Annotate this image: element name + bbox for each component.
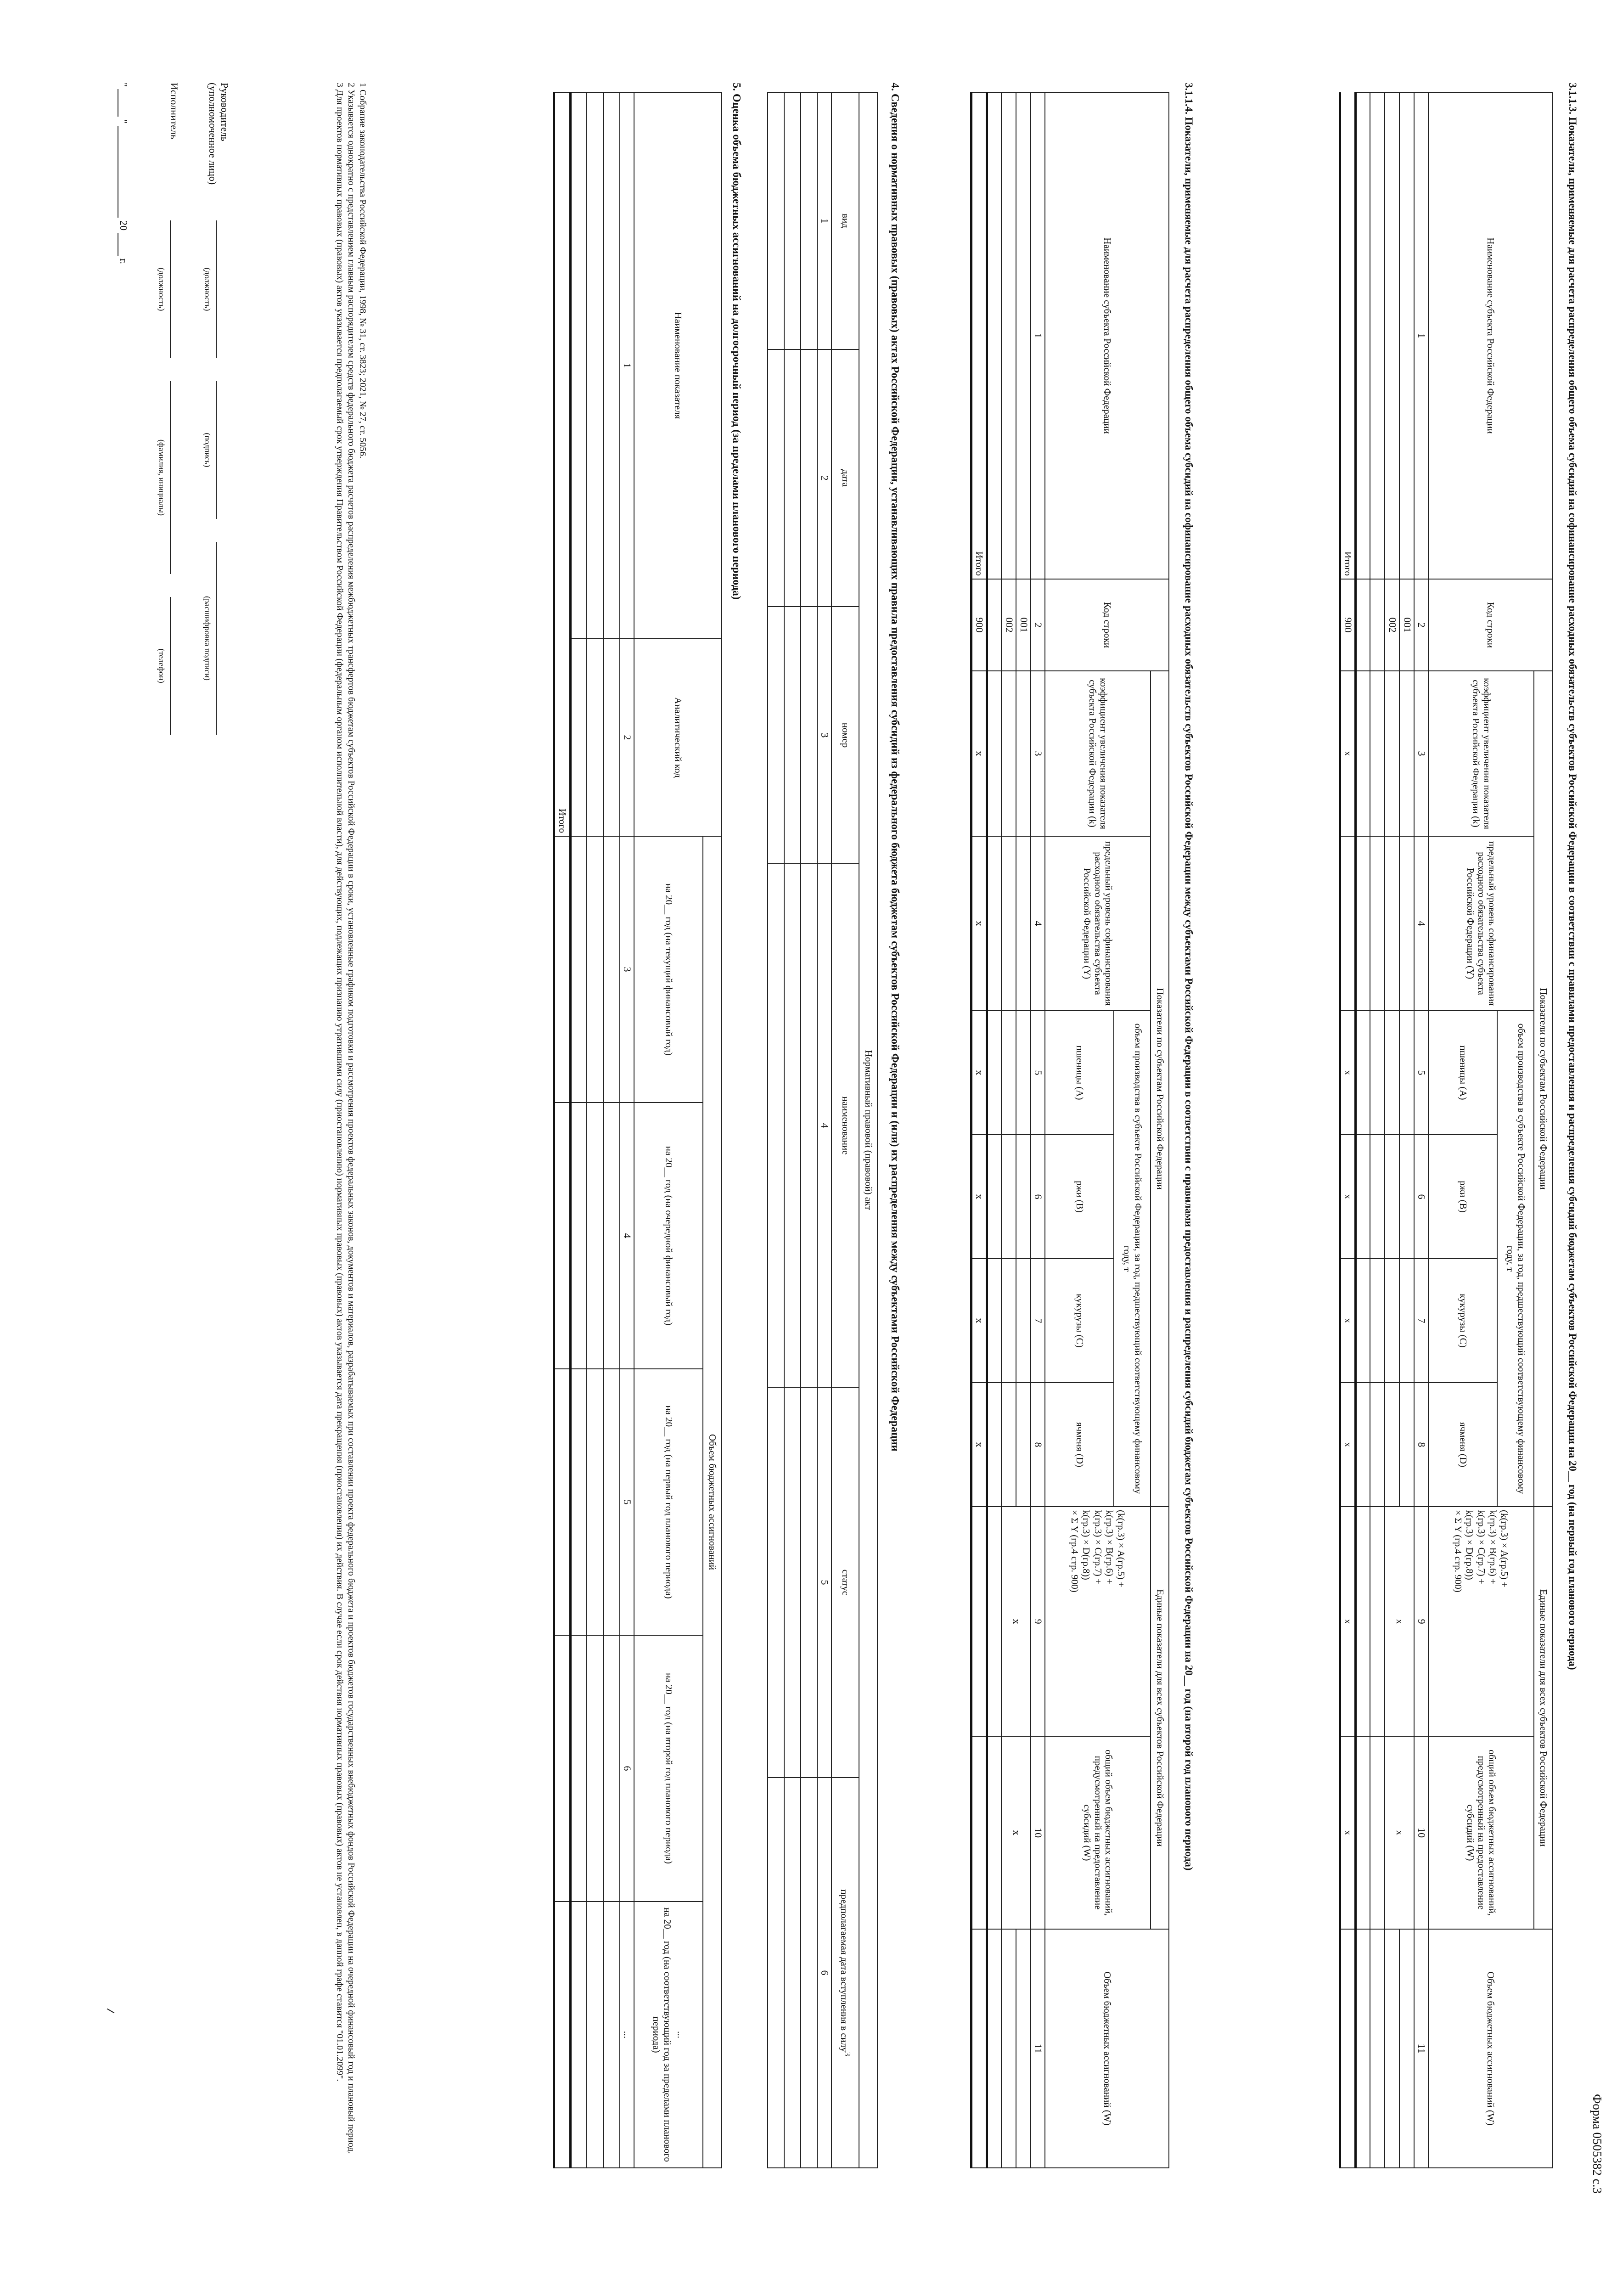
col-number: 2 <box>817 349 831 607</box>
caption-decoding: (расшифровка подписи) <box>203 596 212 681</box>
section-3-1-1-3-title: 3.1.1.3. Показатели, применяемые для расчета распределения общего объема субсидий на софинансирование расходных обязательств субъектов Российской Федерации в соответствии с правилами предоставления и распределения субсидий бюджетам субъектов Российской Федерации на 20__ год (на первый год планового периода) <box>1567 83 1578 1670</box>
table-row <box>1370 92 1385 2168</box>
x-mark: x <box>1340 1259 1355 1383</box>
col-number: 9 <box>1414 1507 1428 1736</box>
total-code: 900 <box>971 579 987 671</box>
col-number: 4 <box>1031 836 1045 1011</box>
x-mark: x <box>971 1135 987 1259</box>
signature-exec-label: Исполнитель <box>168 83 180 140</box>
x-mark: x <box>971 1259 987 1383</box>
x-mark: x <box>1385 1507 1414 1736</box>
caption-position: (должность) <box>157 267 166 311</box>
head-sub-label: (уполномоченное лицо) <box>207 83 219 185</box>
column-numbers-row <box>817 92 831 2168</box>
x-mark: x <box>1340 1736 1355 1929</box>
head-position-line[interactable] <box>216 220 217 358</box>
header-year-beyond-label: на 20__ год (на соответствующий год за пределами планового периода) <box>651 1907 673 2162</box>
table-row <box>784 92 801 2168</box>
x-mark: x <box>1340 1011 1355 1135</box>
signature-date <box>118 83 129 264</box>
col-number: 5 <box>1031 1011 1045 1135</box>
col-number: 9 <box>1031 1507 1045 1736</box>
header-name: наименование <box>831 864 859 1387</box>
row-code: 002 <box>1385 579 1399 671</box>
header-w: общий объем бюджетных ассигнований, предусмотренный на предоставление субсидий (W) <box>1428 1736 1534 1929</box>
row-code: 002 <box>1001 579 1016 671</box>
table-3-1-1-3 <box>1339 92 1553 2168</box>
exec-phone-line[interactable] <box>170 597 171 735</box>
date-month-line[interactable] <box>118 126 128 218</box>
x-mark: x <box>971 671 987 836</box>
signature-head-label <box>207 83 230 185</box>
header-volume-w: Объем бюджетных ассигнований (W) <box>1428 1929 1552 2168</box>
date-year-prefix: 20 <box>118 220 129 231</box>
total-row <box>1340 92 1355 2168</box>
pen-mark <box>107 2009 115 2014</box>
table-row <box>1355 92 1370 2168</box>
header-c: кукурузы (C) <box>1045 1259 1114 1383</box>
caption-phone: (телефон) <box>157 648 166 683</box>
formula-line-3: k(гр.3) × C(гр.7) + <box>1092 1510 1104 1584</box>
header-formula <box>1428 1507 1534 1736</box>
footnotes <box>334 83 368 2177</box>
total-row <box>554 92 570 2168</box>
col-number: 1 <box>1031 92 1045 579</box>
table-row <box>1016 92 1031 2168</box>
header-a: пшеницы (A) <box>1045 1011 1114 1135</box>
header-b: ржи (B) <box>1428 1135 1497 1259</box>
exec-position-line[interactable] <box>170 220 171 358</box>
formula-line-2: k(гр.3) × B(гр.6) + <box>1487 1510 1499 1584</box>
column-numbers-row <box>1031 92 1045 2168</box>
x-mark: x <box>1340 1507 1355 1736</box>
header-year-current: на 20__ год (на текущий финансовый год) <box>634 836 703 1103</box>
x-mark: x <box>1340 1135 1355 1259</box>
table-row <box>801 92 817 2168</box>
date-day-line[interactable] <box>118 89 128 117</box>
column-numbers-row <box>620 92 634 2168</box>
col-number: 10 <box>1031 1736 1045 1929</box>
col-number: 1 <box>620 92 634 639</box>
header-year-plan-2: на 20__ год (на второй год планового периода) <box>634 1635 703 1902</box>
header-c: кукурузы (C) <box>1428 1259 1497 1383</box>
row-code: 001 <box>1016 579 1031 671</box>
table-row <box>987 92 1001 2168</box>
x-mark: x <box>971 1383 987 1507</box>
x-mark: x <box>1001 1507 1031 1736</box>
header-b: ржи (B) <box>1045 1135 1114 1259</box>
col-number: 6 <box>620 1635 634 1902</box>
header-w: общий объем бюджетных ассигнований, предусмотренный на предоставление субсидий (W) <box>1045 1736 1151 1929</box>
col-number: 6 <box>1414 1135 1428 1259</box>
table-row <box>587 92 603 2168</box>
date-year-line[interactable] <box>118 233 128 256</box>
header-number: номер <box>831 607 859 864</box>
header-a: пшеницы (A) <box>1428 1011 1497 1135</box>
total-label: Итого <box>554 92 570 836</box>
table-row <box>1399 92 1414 2168</box>
caption-signature: (подпись) <box>203 433 212 467</box>
footnote-3: 3 Для проектов нормативных правовых (правовых) актов указывается предполагаемый срок утверждения Правительством Российской Федерации (федеральным органом исполнительной власти), для действующих, подлежащих признанию утратившими силу (приостановлению) нормативных правовых (правовых) актов указывается дата прекращения (приостановления) их действия. В случае если срок действия нормативных правовых (правовых) актов не установлен, в данной графе ставится "01.01.2099". <box>335 83 345 2082</box>
col-number: 5 <box>1414 1011 1428 1135</box>
footnote-1: 1 Собрание законодательства Российской Федерации, 1998, № 31, ст. 3823; 2021, № 27, ст. 5056. <box>358 83 368 459</box>
head-signature-line[interactable] <box>216 381 217 519</box>
col-number: 4 <box>1414 836 1428 1011</box>
table-section-5 <box>553 92 722 2168</box>
header-d: ячменя (D) <box>1428 1383 1497 1507</box>
x-mark: x <box>1340 1383 1355 1507</box>
header-legal-act-group: Нормативный правовой (правовой) акт <box>859 92 877 2168</box>
caption-name: (фамилия, инициалы) <box>157 439 166 516</box>
table-3-1-1-4 <box>970 92 1169 2168</box>
col-number: 7 <box>1031 1259 1045 1383</box>
head-decoding-line[interactable] <box>216 542 217 735</box>
header-group-subject: Показатели по субъектам Российской Федерации <box>1534 671 1552 1507</box>
head-label: Руководитель <box>219 83 230 141</box>
col-number: 1 <box>1414 92 1428 579</box>
table-row <box>570 92 587 2168</box>
col-number: 5 <box>817 1387 831 1778</box>
header-group-common: Единые показатели для всех субъектов Российской Федерации <box>1534 1507 1552 1929</box>
column-numbers-row <box>1414 92 1428 2168</box>
header-production: объем производства в субъекте Российской Федерации, за год, предшествующий соответствующему финансовому году, т <box>1497 1011 1534 1507</box>
footnote-2: 2 Указывается однократно с представлением главным распорядителем средств федерального бюджета расчетов распределения межбюджетных трансфертов бюджетам субъектов Российской Федерации в сроки, установленные графиком подготовки и рассмотрения проектов федеральных законов, документов и материалов, разрабатываемых при составлении проекта федерального бюджета и проектов бюджетов государственных внебюджетных фондов Российской Федерации на очередной финансовый год и плановый период. <box>346 83 356 2154</box>
formula-line-5: × Σ Y (гр.4 стр. 900) <box>1453 1510 1464 1593</box>
formula-line-3: k(гр.3) × C(гр.7) + <box>1476 1510 1487 1584</box>
col-number: 7 <box>1414 1259 1428 1383</box>
date-suffix: г. <box>118 258 129 264</box>
col-number: 10 <box>1414 1736 1428 1929</box>
col-number: 3 <box>817 607 831 864</box>
col-number: 2 <box>620 639 634 836</box>
formula-line-5: × Σ Y (гр.4 стр. 900) <box>1069 1510 1081 1593</box>
col-number: 5 <box>620 1369 634 1635</box>
form-number: Форма 0505382 с.3 <box>1590 2094 1604 2194</box>
col-number: 4 <box>817 864 831 1387</box>
header-volume-w: Объем бюджетных ассигнований (W) <box>1045 1929 1169 2168</box>
table-row <box>603 92 620 2168</box>
table-section-4 <box>767 92 878 2168</box>
col-number: 4 <box>620 1103 634 1369</box>
section-5-title: 5. Оценка объема бюджетных ассигнований на долгосрочный период (за пределами планового периода) <box>730 83 742 600</box>
header-group-subject: Показатели по субъектам Российской Федерации <box>1151 671 1169 1507</box>
x-mark: x <box>1385 1736 1414 1929</box>
col-number: 6 <box>1031 1135 1045 1259</box>
header-k: коэффициент увеличения показателя субъекта Российской Федерации (k) <box>1045 671 1151 836</box>
col-number: 3 <box>1031 671 1045 836</box>
header-row-code: Код строки <box>1428 579 1552 671</box>
col-number: 11 <box>1031 1929 1045 2168</box>
formula-line-4: k(гр.3) × D(гр.8)) <box>1464 1510 1476 1580</box>
header-group-common: Единые показатели для всех субъектов Российской Федерации <box>1151 1507 1169 1929</box>
x-mark: x <box>1340 671 1355 836</box>
header-formula <box>1045 1507 1151 1736</box>
header-year-plan-1: на 20__ год (на первый год планового периода) <box>634 1369 703 1635</box>
total-label: Итого <box>1340 92 1355 579</box>
col-number: 2 <box>1414 579 1428 671</box>
col-number: 8 <box>1031 1383 1045 1507</box>
header-indicator-name: Наименование показателя <box>634 92 721 639</box>
formula-line-2: k(гр.3) × B(гр.6) + <box>1104 1510 1115 1584</box>
formula-line-1: (k(гр.3) × A(гр.5) + <box>1115 1510 1127 1587</box>
row-code: 001 <box>1399 579 1414 671</box>
col-number: 8 <box>1414 1383 1428 1507</box>
formula-line-4: k(гр.3) × D(гр.8)) <box>1081 1510 1092 1580</box>
x-mark: x <box>1001 1736 1031 1929</box>
header-d: ячменя (D) <box>1045 1383 1114 1507</box>
caption-position: (должность) <box>203 267 212 311</box>
col-number: 3 <box>620 836 634 1103</box>
header-type: вид <box>831 92 859 349</box>
header-status: статус <box>831 1387 859 1778</box>
col-number: 11 <box>1414 1929 1428 2168</box>
x-mark: x <box>971 836 987 1011</box>
header-production: объем производства в субъекте Российской Федерации, за год, предшествующий соответствующему финансовому году, т <box>1114 1011 1151 1507</box>
total-label: Итого <box>971 92 987 579</box>
col-number: 3 <box>1414 671 1428 836</box>
section-4-title: 4. Сведения о нормативных правовых (правовых) актах Российской Федерации, устанавливающих правила предоставления субсидий из федерального бюджета бюджетам субъектов Российской Федерации и (или) их распределения между субъектами Российской Федерации <box>889 83 901 1452</box>
header-status-date: предполагаемая дата вступления в силу$^3$ <box>831 1778 859 2168</box>
status-date-label: предполагаемая дата вступления в силу <box>839 1889 850 2052</box>
col-number: 6 <box>817 1778 831 2168</box>
header-y: предельный уровень софинансирования расходного обязательства субъекта Российской Федерации (Y) <box>1428 836 1534 1011</box>
dots: ... <box>675 2031 687 2038</box>
total-row <box>971 92 987 2168</box>
col-number: 1 <box>817 92 831 349</box>
exec-name-line[interactable] <box>170 381 171 574</box>
total-code: 900 <box>1340 579 1355 671</box>
header-row-code: Код строки <box>1045 579 1169 671</box>
date-quote-open: " <box>118 83 129 87</box>
header-k: коэффициент увеличения показателя субъекта Российской Федерации (k) <box>1428 671 1534 836</box>
header-analytic-code: Аналитический код <box>634 639 721 836</box>
col-number: ... <box>620 1902 634 2168</box>
header-year-beyond <box>634 1902 703 2168</box>
section-3-1-1-4-title: 3.1.1.4. Показатели, применяемые для расчета распределения общего объема субсидий на софинансирование расходных обязательств субъектов Российской Федерации между субъектами Российской Федерации в соответствии с правилами предоставления и распределения субсидий бюджетам субъектов Российской Федерации на 20__ год (на второй год планового периода) <box>1183 83 1195 1871</box>
x-mark: x <box>971 1011 987 1135</box>
header-volume-group: Объем бюджетных ассигнований <box>703 836 721 2168</box>
formula-line-1: (k(гр.3) × A(гр.5) + <box>1499 1510 1510 1587</box>
header-date: дата <box>831 349 859 607</box>
header-y: предельный уровень софинансирования расходного обязательства субъекта Российской Федерации (Y) <box>1045 836 1151 1011</box>
header-year-next: на 20__ год (на очередной финансовый год) <box>634 1103 703 1369</box>
col-number: 2 <box>1031 579 1045 671</box>
table-row <box>768 92 784 2168</box>
date-quote-close: " <box>118 119 129 124</box>
header-subject-name: Наименование субъекта Российской Федерации <box>1045 92 1169 579</box>
header-subject-name: Наименование субъекта Российской Федерации <box>1428 92 1552 579</box>
